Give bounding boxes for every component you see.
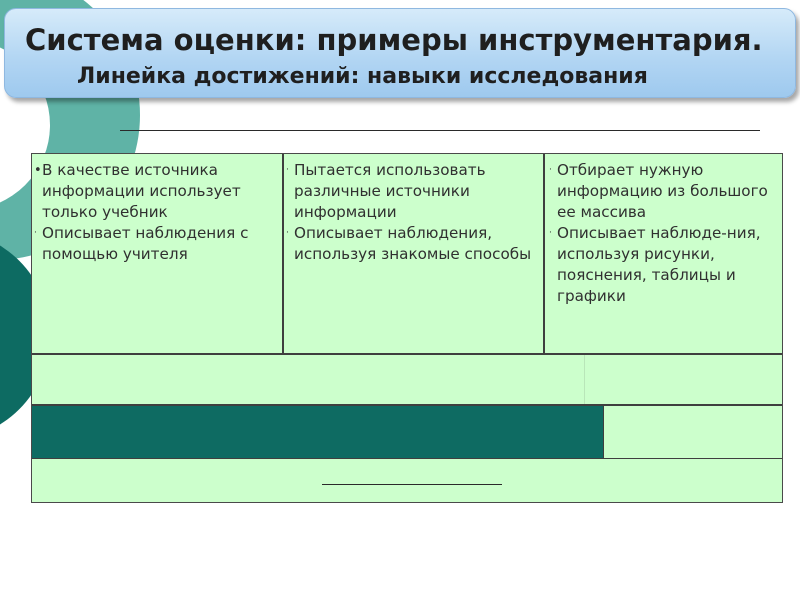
- criterion-text: Пытается использовать различные источники информации: [294, 161, 486, 221]
- bullet-icon: ·: [286, 228, 289, 238]
- list-item: [34, 223, 276, 265]
- page-subtitle: Линейка достижений: навыки исследования: [77, 64, 648, 89]
- bullet-icon: ·: [286, 165, 289, 175]
- progress-bar-fill: [32, 406, 603, 458]
- criterion-text: Описывает наблюде-ния, используя рисунки, пояснения, таблицы и графики: [557, 224, 761, 305]
- level-3-cell: [545, 154, 782, 355]
- progress-bar-remainder: [603, 406, 782, 458]
- level-2-cell: [284, 154, 545, 355]
- list-item: [34, 160, 276, 223]
- bullet-icon: •: [34, 163, 42, 178]
- criterion-text: Отбирает нужную информацию из большого ее массива: [557, 161, 768, 221]
- criterion-text: Описывает наблюдения с помощью учителя: [42, 224, 249, 263]
- row-divider: [32, 458, 782, 459]
- criterion-text: Описывает наблюдения, используя знакомые способы: [294, 224, 532, 263]
- top-divider-line: [120, 130, 760, 131]
- list-item: [286, 160, 537, 223]
- row-divider: [584, 355, 585, 404]
- title-banner: [4, 8, 796, 98]
- criterion-text: В качестве источника информации использует только учебник: [42, 161, 241, 221]
- bullet-icon: ·: [549, 228, 552, 238]
- achievement-ruler-table: [31, 153, 783, 503]
- list-item: [549, 160, 776, 223]
- list-item: [286, 223, 537, 265]
- blank-line: [322, 484, 502, 485]
- empty-row: [32, 355, 782, 406]
- level-1-cell: [32, 154, 284, 355]
- bullet-icon: ·: [549, 165, 552, 175]
- list-item: [549, 223, 776, 307]
- page-title: Система оценки: примеры инструментария.: [25, 23, 763, 57]
- bullet-icon: ·: [34, 228, 37, 238]
